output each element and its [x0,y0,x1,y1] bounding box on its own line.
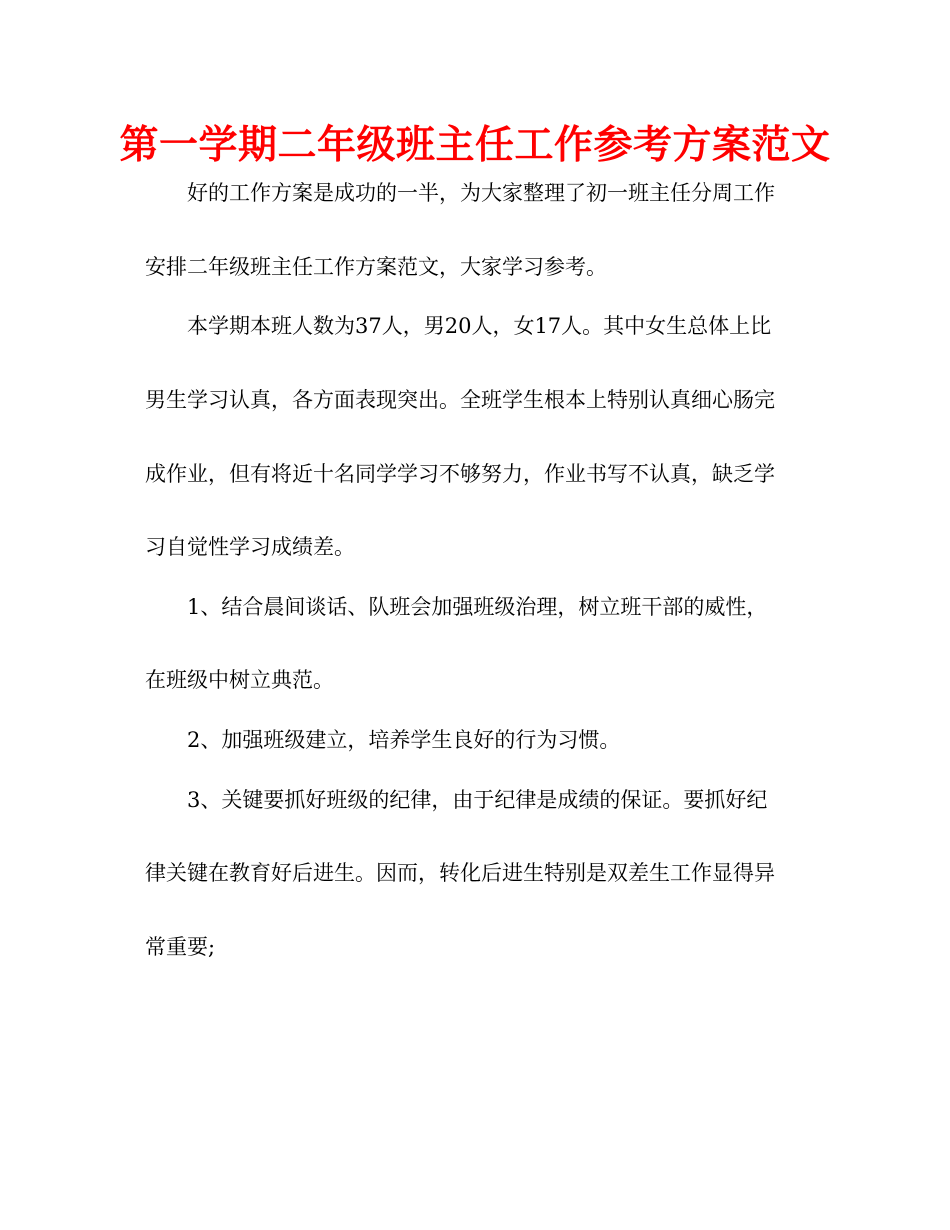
paragraph-line: 成作业，但有将近十名同学学习不够努力，作业书写不认真，缺乏学 [145,462,775,486]
paragraph-line: 2、加强班级建立，培养学生良好的行为习惯。 [187,728,621,752]
paragraph-line: 安排二年级班主任工作方案范文，大家学习参考。 [145,255,607,279]
paragraph-line: 在班级中树立典范。 [145,668,334,692]
paragraph-line: 习自觉性学习成绩差。 [145,535,355,559]
paragraph-line: 3、关键要抓好班级的纪律，由于纪律是成绩的保证。要抓好纪 [187,788,768,812]
paragraph-line: 好的工作方案是成功的一半，为大家整理了初一班主任分周工作 [187,181,775,205]
paragraph-line: 常重要; [145,935,216,959]
paragraph-line: 本学期本班人数为37人，男20人，女17人。其中女生总体上比 [187,314,772,338]
paragraph-line: 男生学习认真，各方面表现突出。全班学生根本上特别认真细心肠完 [145,388,775,412]
paragraph-line: 1、结合晨间谈话、队班会加强班级治理，树立班干部的威性， [187,595,768,619]
paragraph-line: 律关键在教育好后进生。因而，转化后进生特别是双差生工作显得异 [145,861,775,885]
document-title: 第一学期二年级班主任工作参考方案范文 [119,123,831,168]
